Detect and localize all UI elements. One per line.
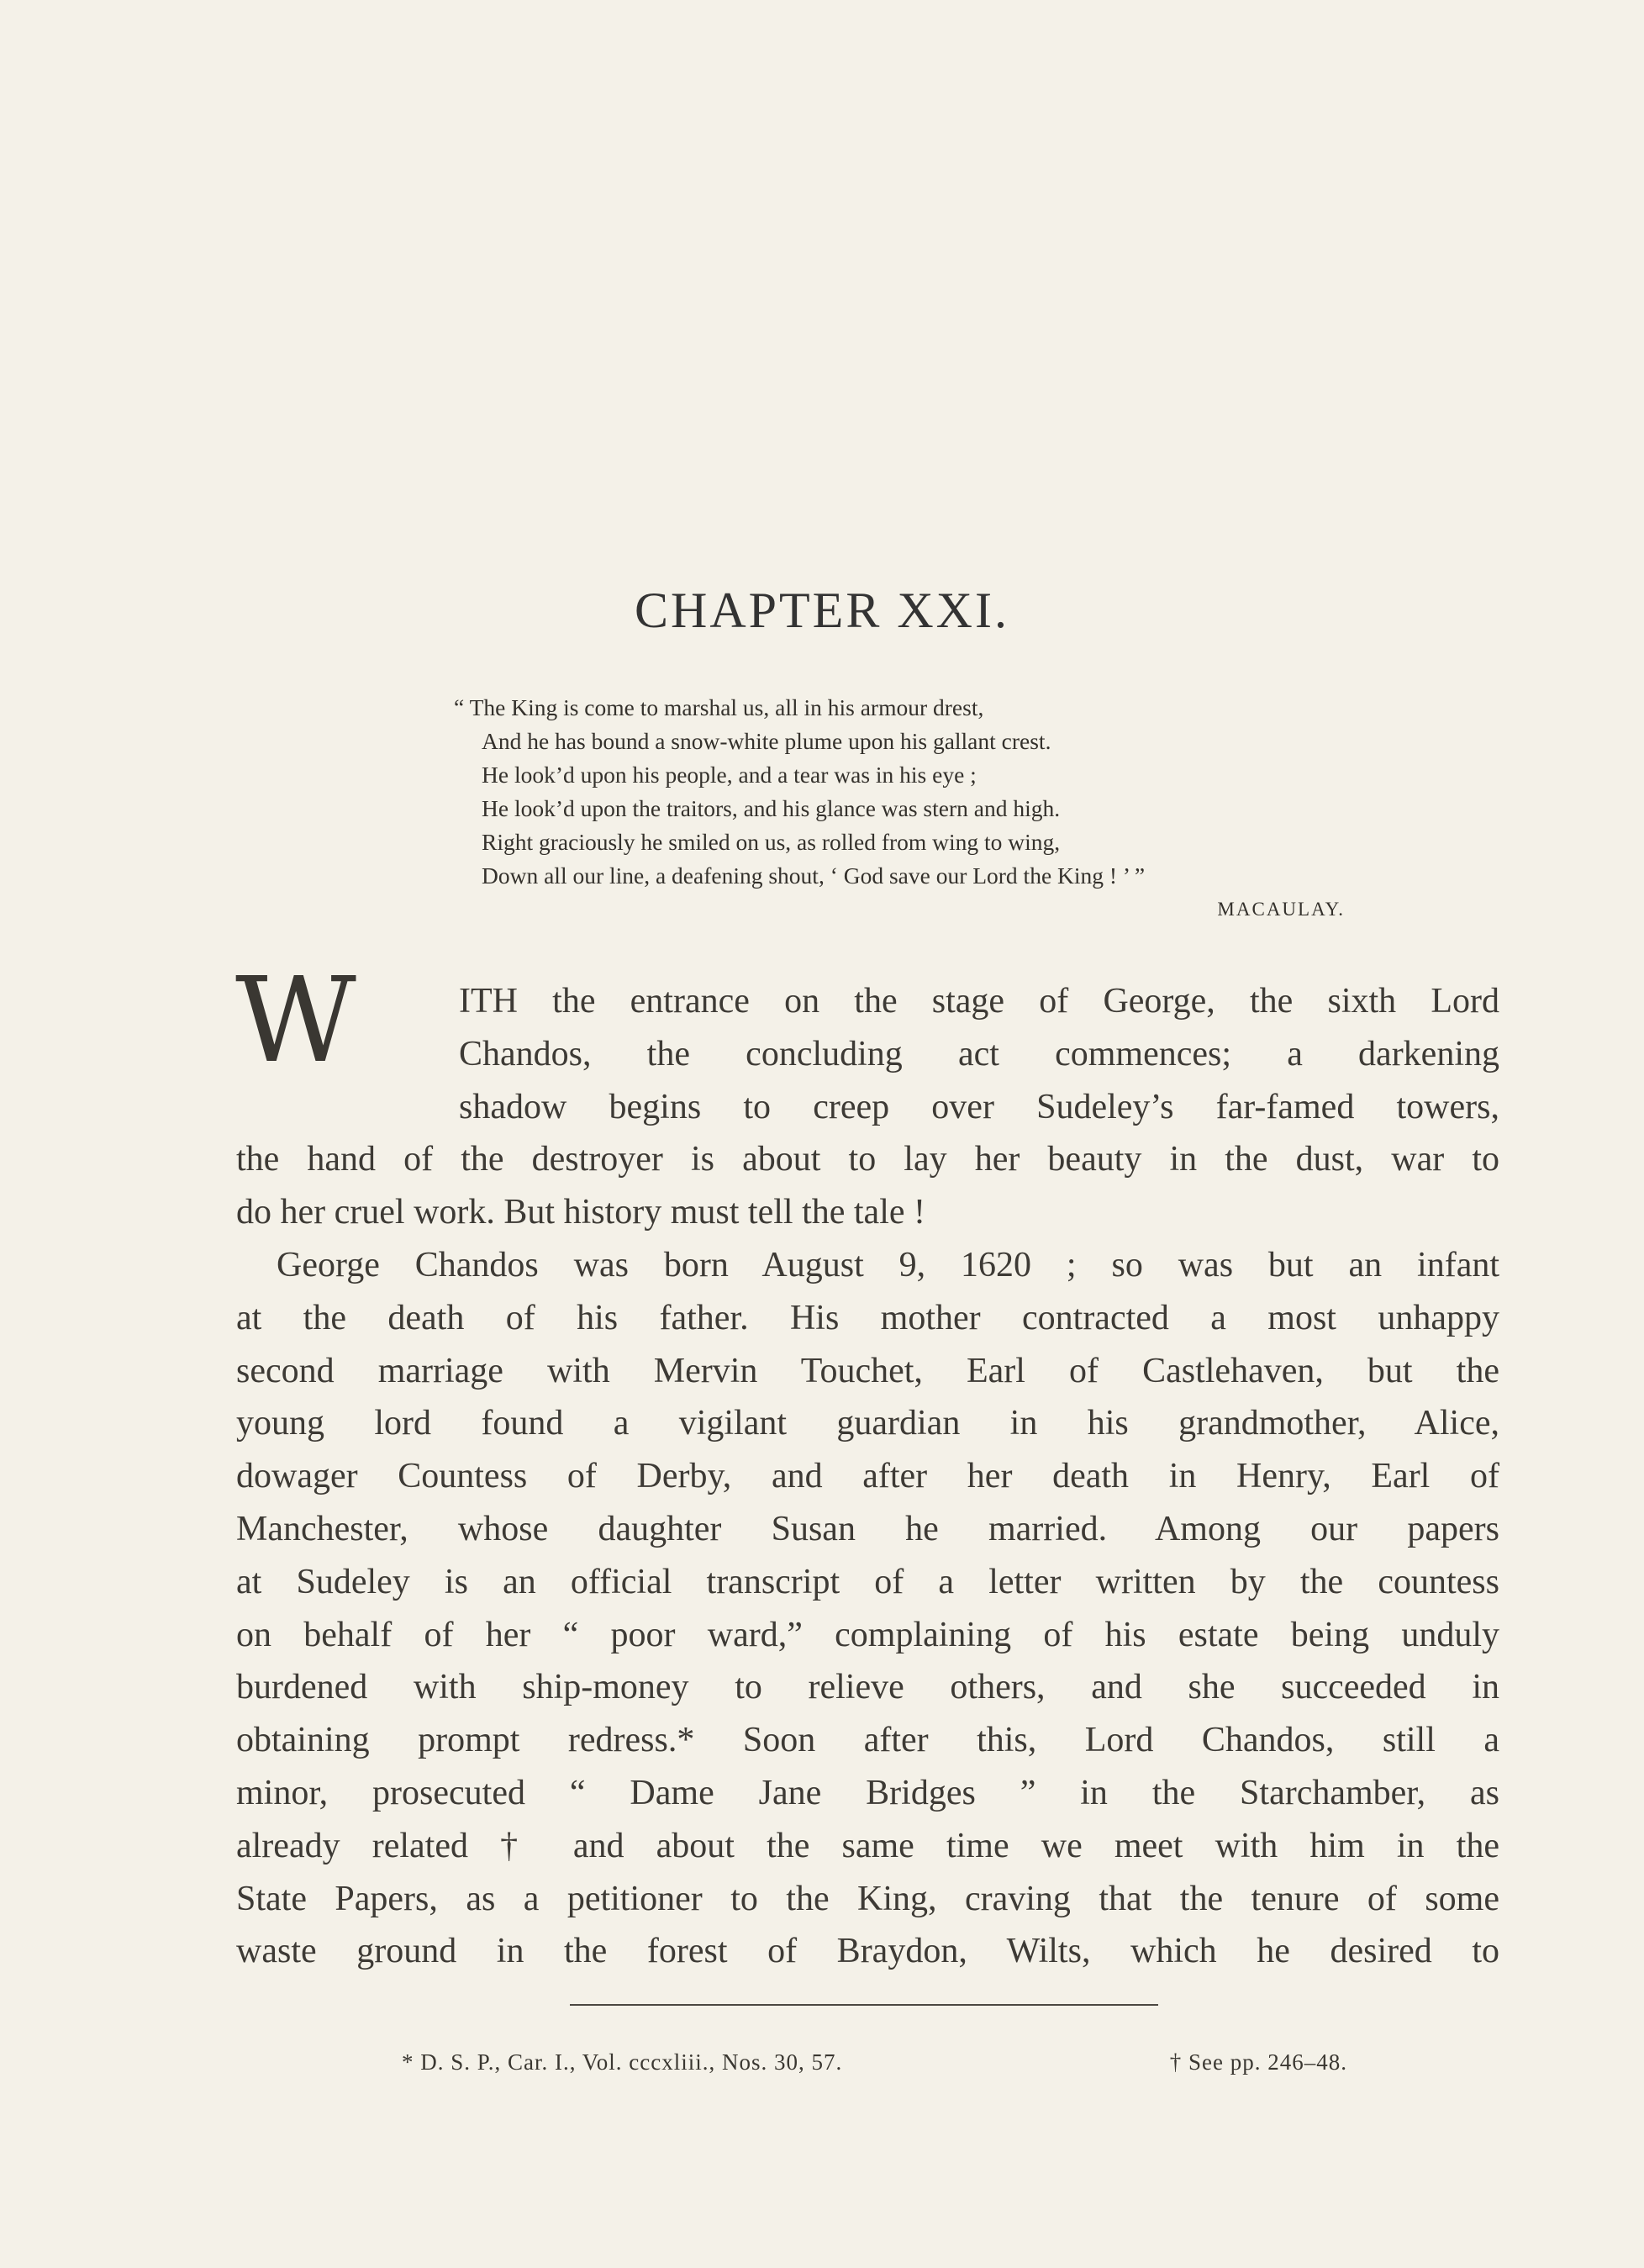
- epigraph-attribution: MACAULAY.: [1217, 899, 1345, 920]
- text-line: Chandos, the concluding act commences; a darkening: [459, 1034, 1499, 1073]
- text-line: State Papers, as a petitioner to the King, craving that the tenure of some: [236, 1879, 1499, 1918]
- text-line: young lord found a vigilant guardian in his grandmother, Alice,: [236, 1404, 1499, 1443]
- epigraph-line: And he has bound a snow-white plume upon his gallant crest.: [482, 728, 1051, 754]
- text-line: ITH the entrance on the stage of George, the sixth Lord: [459, 982, 1499, 1021]
- text-line: shadow begins to creep over Sudeley’s far-famed towers,: [459, 1087, 1499, 1126]
- text-line: on behalf of her “ poor ward,” complaining of his estate being unduly: [236, 1615, 1499, 1654]
- epigraph-line: “ The King is come to marshal us, all in his armour drest,: [454, 694, 984, 720]
- drop-cap: W: [235, 952, 356, 1089]
- epigraph: [454, 691, 1362, 926]
- text-line: George Chandos was born August 9, 1620 ; so was but an infant: [277, 1245, 1499, 1284]
- epigraph-line: He look’d upon his people, and a tear was in his eye ;: [482, 762, 977, 788]
- footnote-left: * D. S. P., Car. I., Vol. cccxliii., Nos. 30, 57.: [402, 2049, 843, 2075]
- text-line: at the death of his father. His mother contracted a most unhappy: [236, 1298, 1499, 1337]
- epigraph-line: Right graciously he smiled on us, as rolled from wing to wing,: [482, 829, 1061, 855]
- text-line: Manchester, whose daughter Susan he married. Among our papers: [236, 1509, 1499, 1548]
- text-line: at Sudeley is an official transcript of a letter written by the countess: [236, 1562, 1499, 1601]
- text-line: already related † and about the same time we meet with him in the: [236, 1826, 1499, 1865]
- chapter-title: CHAPTER XXI.: [634, 583, 1009, 638]
- footnote-divider: [570, 2004, 1158, 2006]
- text-line: obtaining prompt redress.* Soon after this, Lord Chandos, still a: [236, 1721, 1499, 1760]
- footnote-right: † See pp. 246–48.: [1169, 2049, 1347, 2075]
- text-line: second marriage with Mervin Touchet, Earl of Castlehaven, but the: [236, 1351, 1499, 1390]
- text-line: do her cruel work. But history must tell the tale !: [236, 1193, 925, 1232]
- epigraph-line: He look’d upon the traitors, and his glance was stern and high.: [482, 795, 1061, 821]
- text-line: burdened with ship-money to relieve others, and she succeeded in: [236, 1668, 1499, 1707]
- text-line: the hand of the destroyer is about to lay her beauty in the dust, war to: [236, 1140, 1499, 1179]
- text-line: waste ground in the forest of Braydon, Wilts, which he desired to: [236, 1932, 1499, 1971]
- body-text: [236, 975, 1499, 1978]
- text-line: minor, prosecuted “ Dame Jane Bridges ” in the Starchamber, as: [236, 1773, 1499, 1812]
- epigraph-line: Down all our line, a deafening shout, ‘ God save our Lord the King ! ’ ”: [482, 862, 1146, 889]
- text-line: dowager Countess of Derby, and after her death in Henry, Earl of: [236, 1457, 1499, 1496]
